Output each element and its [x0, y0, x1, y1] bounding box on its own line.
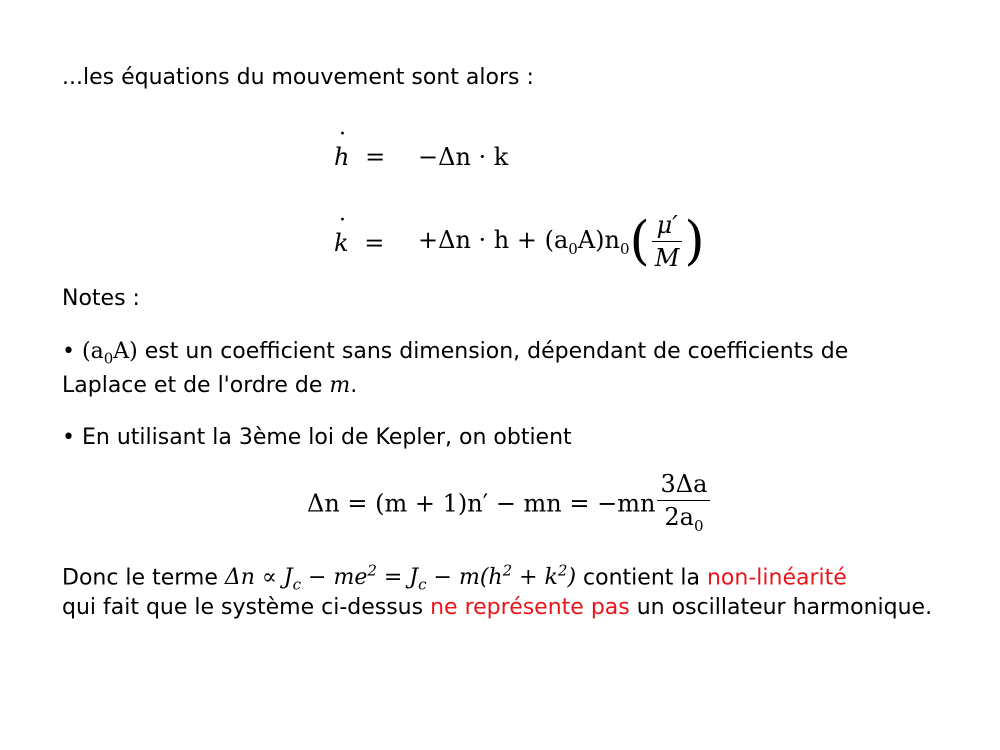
kepler-den-part: 2a: [664, 503, 694, 531]
left-paren: (: [629, 211, 650, 272]
conclusion-text-b: contient la: [583, 565, 700, 591]
a0a-math: [81, 339, 138, 368]
kepler-den-subscript: 0: [693, 516, 704, 535]
kepler-equation: [307, 468, 712, 542]
eq2-subscript-a: 0: [568, 239, 578, 258]
bullet-1: •: [62, 339, 75, 364]
equation-k-rhs: [418, 200, 705, 289]
note-1-text-b: Laplace et de l'ordre de: [62, 373, 323, 398]
h-dot-symbol: · h: [334, 140, 349, 174]
math-delta-n-prop-j: Δn ∝ J: [224, 565, 293, 591]
k-dot-symbol: · k: [334, 226, 349, 260]
var-m: m: [329, 373, 351, 398]
eq1-rhs: −Δn · k: [418, 143, 509, 171]
note-1-text-a: est un coefficient sans dimension, dépendant de coefficients de: [144, 339, 849, 364]
math-minus-mh: − m(h: [426, 565, 503, 591]
conclusion-text-d: un oscillateur harmonique.: [636, 595, 933, 620]
kepler-fraction-numerator: 3Δa: [657, 468, 710, 501]
mu-over-m-fraction: [652, 209, 683, 274]
sup-2a: 2: [367, 562, 377, 580]
note-1-period: .: [350, 373, 358, 398]
conclusion-math: [224, 562, 577, 594]
math-minus-me: − me: [301, 565, 368, 591]
math-plus-k: + k: [512, 565, 558, 591]
non-linearity-highlight: non-linéarité: [706, 565, 847, 591]
sub-c2: c: [418, 575, 427, 594]
note-2-text: En utilisant la 3ème loi de Kepler, on obtient: [81, 425, 572, 450]
equation-h-dot: [334, 140, 385, 174]
bullet-2: •: [62, 425, 75, 450]
eq2-rhs-part-b: A)n: [577, 226, 620, 254]
fraction-numerator: μ′: [652, 209, 683, 242]
equation-k-dot: [334, 226, 384, 260]
notes-title: Notes :: [62, 286, 140, 311]
kepler-fraction-denominator: [657, 501, 710, 542]
math-close-paren: ): [567, 565, 577, 591]
equation-h-rhs: [418, 140, 508, 174]
right-paren: ): [684, 211, 705, 272]
conclusion-text-a: Donc le terme: [62, 565, 218, 591]
eq2-rhs-part-a: +Δn · h + (a: [418, 226, 569, 254]
sub-c1: c: [292, 575, 302, 594]
note-2: [62, 422, 572, 454]
a0a-part-a: (a: [81, 339, 104, 364]
eq1-equals: =: [365, 143, 386, 171]
kepler-fraction: [657, 468, 710, 542]
sup-2c: 2: [557, 562, 568, 580]
a0a-subscript: 0: [103, 349, 114, 368]
conclusion-line-2: [62, 592, 932, 624]
not-represent-highlight: ne représente pas: [430, 595, 630, 620]
sup-2b: 2: [502, 562, 513, 580]
a0a-part-b: A): [113, 339, 138, 364]
note-1-line-2: [62, 370, 357, 402]
math-equals-j: = J: [376, 565, 419, 591]
fraction-denominator: M: [654, 244, 680, 272]
eq2-subscript-n: 0: [619, 239, 630, 258]
eq2-equals: =: [364, 229, 385, 257]
kepler-lhs: Δn = (m + 1)n′ − mn = −mn: [307, 489, 656, 518]
note-1-line-1: [62, 336, 848, 374]
conclusion-text-c: qui fait que le système ci-dessus: [62, 595, 424, 620]
intro-text: ...les équations du mouvement sont alors :: [62, 65, 534, 90]
